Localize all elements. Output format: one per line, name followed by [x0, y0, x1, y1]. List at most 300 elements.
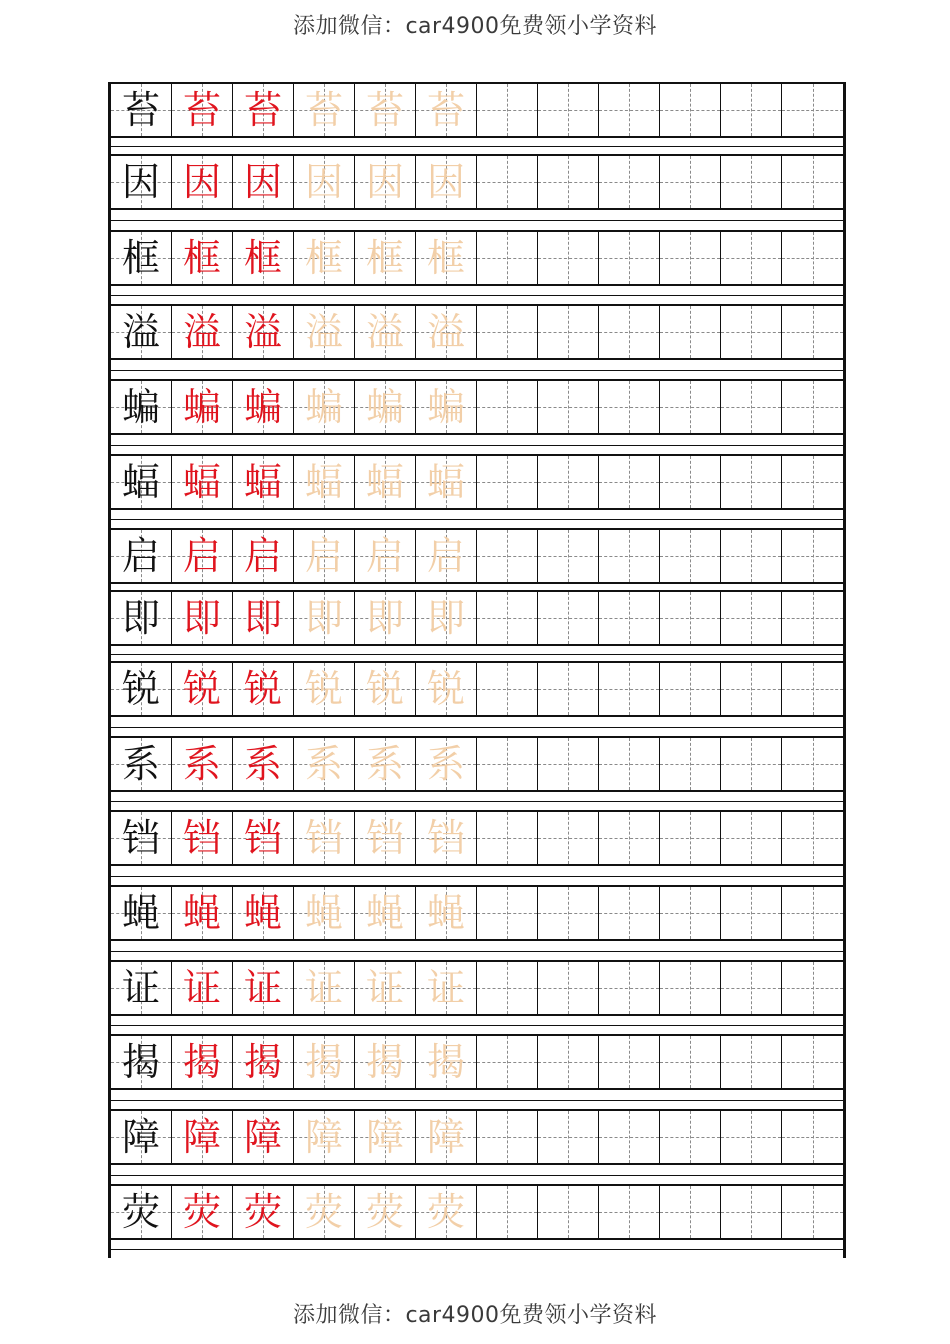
trace-character: 铛 [304, 816, 343, 860]
trace-cell [355, 530, 416, 582]
blank-cell [721, 156, 782, 208]
trace-character: 即 [365, 596, 404, 640]
blank-cell [599, 381, 660, 433]
model-cell [111, 232, 172, 284]
model-cell [111, 592, 172, 644]
trace-cell [355, 887, 416, 939]
guide-line-vertical [568, 1186, 569, 1238]
trace-cell [416, 306, 477, 358]
blank-cell [721, 592, 782, 644]
trace-cell [416, 812, 477, 864]
trace-cell [233, 962, 294, 1014]
blank-cell [782, 1186, 843, 1238]
model-cell [111, 887, 172, 939]
guide-line-vertical [751, 1111, 752, 1163]
red-character: 荧 [243, 1190, 282, 1234]
trace-cell [233, 1036, 294, 1088]
guide-line-vertical [629, 306, 630, 358]
model-cell [111, 962, 172, 1014]
blank-cell [538, 1186, 599, 1238]
blank-cell [538, 84, 599, 136]
guide-line-vertical [751, 887, 752, 939]
guide-line-vertical [690, 592, 691, 644]
red-character: 溢 [243, 310, 282, 354]
guide-line-vertical [629, 887, 630, 939]
trace-character: 因 [426, 160, 465, 204]
trace-cell [416, 530, 477, 582]
red-character: 即 [243, 596, 282, 640]
trace-character: 蝇 [365, 891, 404, 935]
trace-cell [294, 530, 355, 582]
blank-cell [660, 156, 721, 208]
row-gap-line [111, 519, 843, 520]
trace-cell [294, 812, 355, 864]
trace-cell [172, 738, 233, 790]
guide-line-vertical [690, 84, 691, 136]
trace-cell [233, 1111, 294, 1163]
trace-character: 蝇 [426, 891, 465, 935]
trace-cell [294, 381, 355, 433]
trace-character: 蝠 [304, 460, 343, 504]
trace-cell [233, 738, 294, 790]
row-gap-line [111, 951, 843, 952]
blank-cell [599, 156, 660, 208]
guide-line-vertical [568, 592, 569, 644]
red-character: 框 [182, 236, 221, 280]
blank-cell [538, 456, 599, 508]
guide-line-vertical [507, 1186, 508, 1238]
guide-line-vertical [629, 962, 630, 1014]
model-character: 荧 [121, 1190, 160, 1234]
trace-character: 框 [365, 236, 404, 280]
practice-row [111, 1184, 843, 1240]
trace-character: 因 [304, 160, 343, 204]
trace-character: 荧 [304, 1190, 343, 1234]
blank-cell [782, 232, 843, 284]
guide-line-vertical [629, 381, 630, 433]
red-character: 证 [182, 966, 221, 1010]
blank-cell [721, 1186, 782, 1238]
row-gap-line [111, 727, 843, 728]
trace-character: 铛 [426, 816, 465, 860]
trace-cell [416, 738, 477, 790]
blank-cell [477, 1186, 538, 1238]
blank-cell [477, 1036, 538, 1088]
trace-cell [355, 812, 416, 864]
blank-cell [660, 663, 721, 715]
guide-line-vertical [507, 306, 508, 358]
row-gap-line [111, 146, 843, 147]
red-character: 苔 [243, 88, 282, 132]
blank-cell [477, 592, 538, 644]
red-character: 锐 [243, 667, 282, 711]
guide-line-vertical [507, 381, 508, 433]
blank-cell [599, 456, 660, 508]
trace-character: 框 [304, 236, 343, 280]
guide-line-vertical [690, 887, 691, 939]
red-character: 即 [182, 596, 221, 640]
guide-line-vertical [629, 232, 630, 284]
blank-cell [721, 381, 782, 433]
trace-character: 锐 [365, 667, 404, 711]
guide-line-vertical [813, 962, 814, 1014]
red-character: 启 [182, 534, 221, 578]
guide-line-vertical [507, 1036, 508, 1088]
trace-character: 苔 [365, 88, 404, 132]
trace-character: 障 [365, 1115, 404, 1159]
footer-banner: 添加微信：car4900免费领小学资料 [292, 1303, 658, 1328]
model-character: 锐 [121, 667, 160, 711]
blank-cell [599, 530, 660, 582]
trace-cell [233, 84, 294, 136]
row-gap-line [111, 1175, 843, 1176]
trace-character: 障 [304, 1115, 343, 1159]
trace-character: 框 [426, 236, 465, 280]
row-gap-line [111, 220, 843, 221]
trace-cell [416, 887, 477, 939]
blank-cell [782, 1036, 843, 1088]
guide-line-vertical [813, 663, 814, 715]
blank-cell [599, 738, 660, 790]
red-character: 铛 [243, 816, 282, 860]
blank-cell [782, 738, 843, 790]
trace-character: 即 [426, 596, 465, 640]
trace-character: 证 [426, 966, 465, 1010]
blank-cell [538, 812, 599, 864]
guide-line-vertical [690, 663, 691, 715]
trace-cell [294, 962, 355, 1014]
model-cell [111, 156, 172, 208]
blank-cell [477, 663, 538, 715]
trace-cell [172, 887, 233, 939]
blank-cell [538, 381, 599, 433]
trace-cell [233, 530, 294, 582]
red-character: 蝠 [182, 460, 221, 504]
trace-cell [416, 1111, 477, 1163]
model-character: 蝙 [121, 385, 160, 429]
red-character: 锐 [182, 667, 221, 711]
trace-cell [172, 1186, 233, 1238]
red-character: 蝇 [182, 891, 221, 935]
practice-row [111, 590, 843, 646]
red-character: 证 [243, 966, 282, 1010]
trace-cell [355, 1186, 416, 1238]
trace-cell [355, 962, 416, 1014]
guide-line-vertical [751, 812, 752, 864]
trace-cell [233, 812, 294, 864]
practice-row [111, 661, 843, 717]
trace-cell [294, 306, 355, 358]
guide-line-vertical [629, 84, 630, 136]
blank-cell [721, 1036, 782, 1088]
trace-character: 锐 [426, 667, 465, 711]
blank-cell [477, 306, 538, 358]
trace-cell [233, 663, 294, 715]
blank-cell [721, 306, 782, 358]
guide-line-vertical [568, 1111, 569, 1163]
red-character: 因 [182, 160, 221, 204]
guide-line-vertical [507, 84, 508, 136]
guide-line-vertical [751, 663, 752, 715]
guide-line-vertical [690, 1036, 691, 1088]
blank-cell [477, 84, 538, 136]
blank-cell [477, 962, 538, 1014]
blank-cell [538, 156, 599, 208]
model-cell [111, 1111, 172, 1163]
trace-character: 蝙 [426, 385, 465, 429]
trace-cell [355, 306, 416, 358]
blank-cell [721, 456, 782, 508]
blank-cell [782, 306, 843, 358]
blank-cell [660, 456, 721, 508]
red-character: 框 [243, 236, 282, 280]
trace-cell [294, 1186, 355, 1238]
model-cell [111, 84, 172, 136]
red-character: 荧 [182, 1190, 221, 1234]
trace-cell [355, 663, 416, 715]
writing-practice-sheet [108, 82, 846, 1258]
practice-row [111, 230, 843, 286]
guide-line-vertical [690, 381, 691, 433]
trace-character: 系 [365, 742, 404, 786]
trace-character: 障 [426, 1115, 465, 1159]
blank-cell [721, 887, 782, 939]
guide-line-vertical [751, 232, 752, 284]
model-cell [111, 306, 172, 358]
trace-character: 蝙 [304, 385, 343, 429]
red-character: 蝙 [182, 385, 221, 429]
blank-cell [538, 1036, 599, 1088]
blank-cell [721, 663, 782, 715]
guide-line-vertical [629, 663, 630, 715]
row-gap-line [111, 1025, 843, 1026]
red-character: 蝠 [243, 460, 282, 504]
blank-cell [782, 456, 843, 508]
trace-cell [355, 156, 416, 208]
trace-cell [233, 232, 294, 284]
guide-line-vertical [568, 381, 569, 433]
trace-character: 蝠 [365, 460, 404, 504]
trace-cell [172, 812, 233, 864]
practice-row [111, 82, 843, 138]
trace-cell [355, 232, 416, 284]
trace-cell [416, 456, 477, 508]
trace-character: 蝠 [426, 460, 465, 504]
trace-character: 证 [365, 966, 404, 1010]
practice-row [111, 454, 843, 510]
guide-line-vertical [629, 156, 630, 208]
trace-cell [233, 1186, 294, 1238]
blank-cell [660, 381, 721, 433]
blank-cell [660, 592, 721, 644]
trace-cell [294, 887, 355, 939]
trace-cell [233, 306, 294, 358]
blank-cell [782, 592, 843, 644]
model-cell [111, 738, 172, 790]
trace-cell [355, 456, 416, 508]
guide-line-vertical [751, 738, 752, 790]
model-character: 铛 [121, 816, 160, 860]
practice-row [111, 379, 843, 435]
blank-cell [538, 1111, 599, 1163]
practice-row [111, 736, 843, 792]
trace-cell [416, 1186, 477, 1238]
row-gap-line [111, 801, 843, 802]
model-character: 因 [121, 160, 160, 204]
blank-cell [660, 738, 721, 790]
trace-cell [172, 456, 233, 508]
trace-cell [416, 1036, 477, 1088]
blank-cell [782, 530, 843, 582]
blank-cell [660, 84, 721, 136]
blank-cell [477, 232, 538, 284]
guide-line-vertical [690, 306, 691, 358]
guide-line-vertical [751, 456, 752, 508]
guide-line-vertical [751, 84, 752, 136]
guide-line-vertical [813, 530, 814, 582]
blank-cell [721, 1111, 782, 1163]
trace-character: 揭 [365, 1040, 404, 1084]
red-character: 揭 [182, 1040, 221, 1084]
blank-cell [782, 812, 843, 864]
blank-cell [477, 812, 538, 864]
blank-cell [477, 456, 538, 508]
practice-row [111, 528, 843, 584]
guide-line-vertical [690, 1111, 691, 1163]
blank-cell [599, 663, 660, 715]
practice-row [111, 1034, 843, 1090]
trace-cell [172, 381, 233, 433]
guide-line-vertical [568, 1036, 569, 1088]
model-character: 蝠 [121, 460, 160, 504]
guide-line-vertical [751, 381, 752, 433]
guide-line-vertical [629, 456, 630, 508]
blank-cell [477, 1111, 538, 1163]
trace-character: 锐 [304, 667, 343, 711]
trace-cell [172, 663, 233, 715]
red-character: 障 [182, 1115, 221, 1159]
blank-cell [782, 84, 843, 136]
guide-line-vertical [813, 1186, 814, 1238]
blank-cell [599, 84, 660, 136]
blank-cell [538, 663, 599, 715]
practice-row [111, 960, 843, 1016]
red-character: 揭 [243, 1040, 282, 1084]
trace-cell [233, 456, 294, 508]
guide-line-vertical [751, 306, 752, 358]
blank-cell [721, 232, 782, 284]
blank-cell [660, 530, 721, 582]
trace-cell [294, 156, 355, 208]
model-cell [111, 1186, 172, 1238]
red-character: 溢 [182, 310, 221, 354]
blank-cell [660, 1186, 721, 1238]
guide-line-vertical [813, 1111, 814, 1163]
blank-cell [477, 887, 538, 939]
guide-line-vertical [507, 738, 508, 790]
trace-character: 铛 [365, 816, 404, 860]
guide-line-vertical [813, 84, 814, 136]
blank-cell [721, 84, 782, 136]
trace-cell [355, 1111, 416, 1163]
guide-line-vertical [568, 156, 569, 208]
guide-line-vertical [629, 592, 630, 644]
blank-cell [477, 381, 538, 433]
blank-cell [660, 232, 721, 284]
trace-character: 溢 [365, 310, 404, 354]
blank-cell [782, 962, 843, 1014]
guide-line-vertical [507, 530, 508, 582]
row-gap-line [111, 445, 843, 446]
guide-line-vertical [813, 592, 814, 644]
guide-line-vertical [568, 887, 569, 939]
trace-cell [294, 456, 355, 508]
trace-cell [355, 381, 416, 433]
trace-character: 因 [365, 160, 404, 204]
blank-cell [782, 663, 843, 715]
blank-cell [599, 306, 660, 358]
guide-line-vertical [751, 530, 752, 582]
model-character: 蝇 [121, 891, 160, 935]
trace-character: 系 [426, 742, 465, 786]
blank-cell [599, 1036, 660, 1088]
blank-cell [721, 962, 782, 1014]
model-cell [111, 530, 172, 582]
header-banner: 添加微信：car4900免费领小学资料 [292, 14, 658, 39]
blank-cell [477, 738, 538, 790]
trace-cell [416, 232, 477, 284]
trace-cell [355, 738, 416, 790]
guide-line-vertical [507, 887, 508, 939]
guide-line-vertical [629, 812, 630, 864]
blank-cell [660, 1036, 721, 1088]
guide-line-vertical [690, 156, 691, 208]
guide-line-vertical [813, 306, 814, 358]
guide-line-vertical [813, 381, 814, 433]
row-gap-line [111, 295, 843, 296]
trace-cell [172, 962, 233, 1014]
trace-character: 溢 [304, 310, 343, 354]
blank-cell [477, 156, 538, 208]
model-character: 溢 [121, 310, 160, 354]
trace-cell [355, 1036, 416, 1088]
trace-cell [294, 592, 355, 644]
guide-line-vertical [568, 456, 569, 508]
trace-cell [172, 592, 233, 644]
trace-cell [294, 738, 355, 790]
model-cell [111, 812, 172, 864]
guide-line-vertical [507, 456, 508, 508]
model-character: 即 [121, 596, 160, 640]
blank-cell [599, 887, 660, 939]
guide-line-vertical [690, 738, 691, 790]
blank-cell [538, 738, 599, 790]
guide-line-vertical [568, 663, 569, 715]
guide-line-vertical [751, 592, 752, 644]
blank-cell [538, 592, 599, 644]
blank-cell [477, 530, 538, 582]
guide-line-vertical [813, 738, 814, 790]
trace-character: 证 [304, 966, 343, 1010]
blank-cell [721, 738, 782, 790]
trace-cell [172, 1111, 233, 1163]
trace-cell [416, 592, 477, 644]
blank-cell [538, 962, 599, 1014]
trace-character: 荧 [365, 1190, 404, 1234]
practice-row [111, 154, 843, 210]
blank-cell [599, 592, 660, 644]
trace-cell [172, 156, 233, 208]
